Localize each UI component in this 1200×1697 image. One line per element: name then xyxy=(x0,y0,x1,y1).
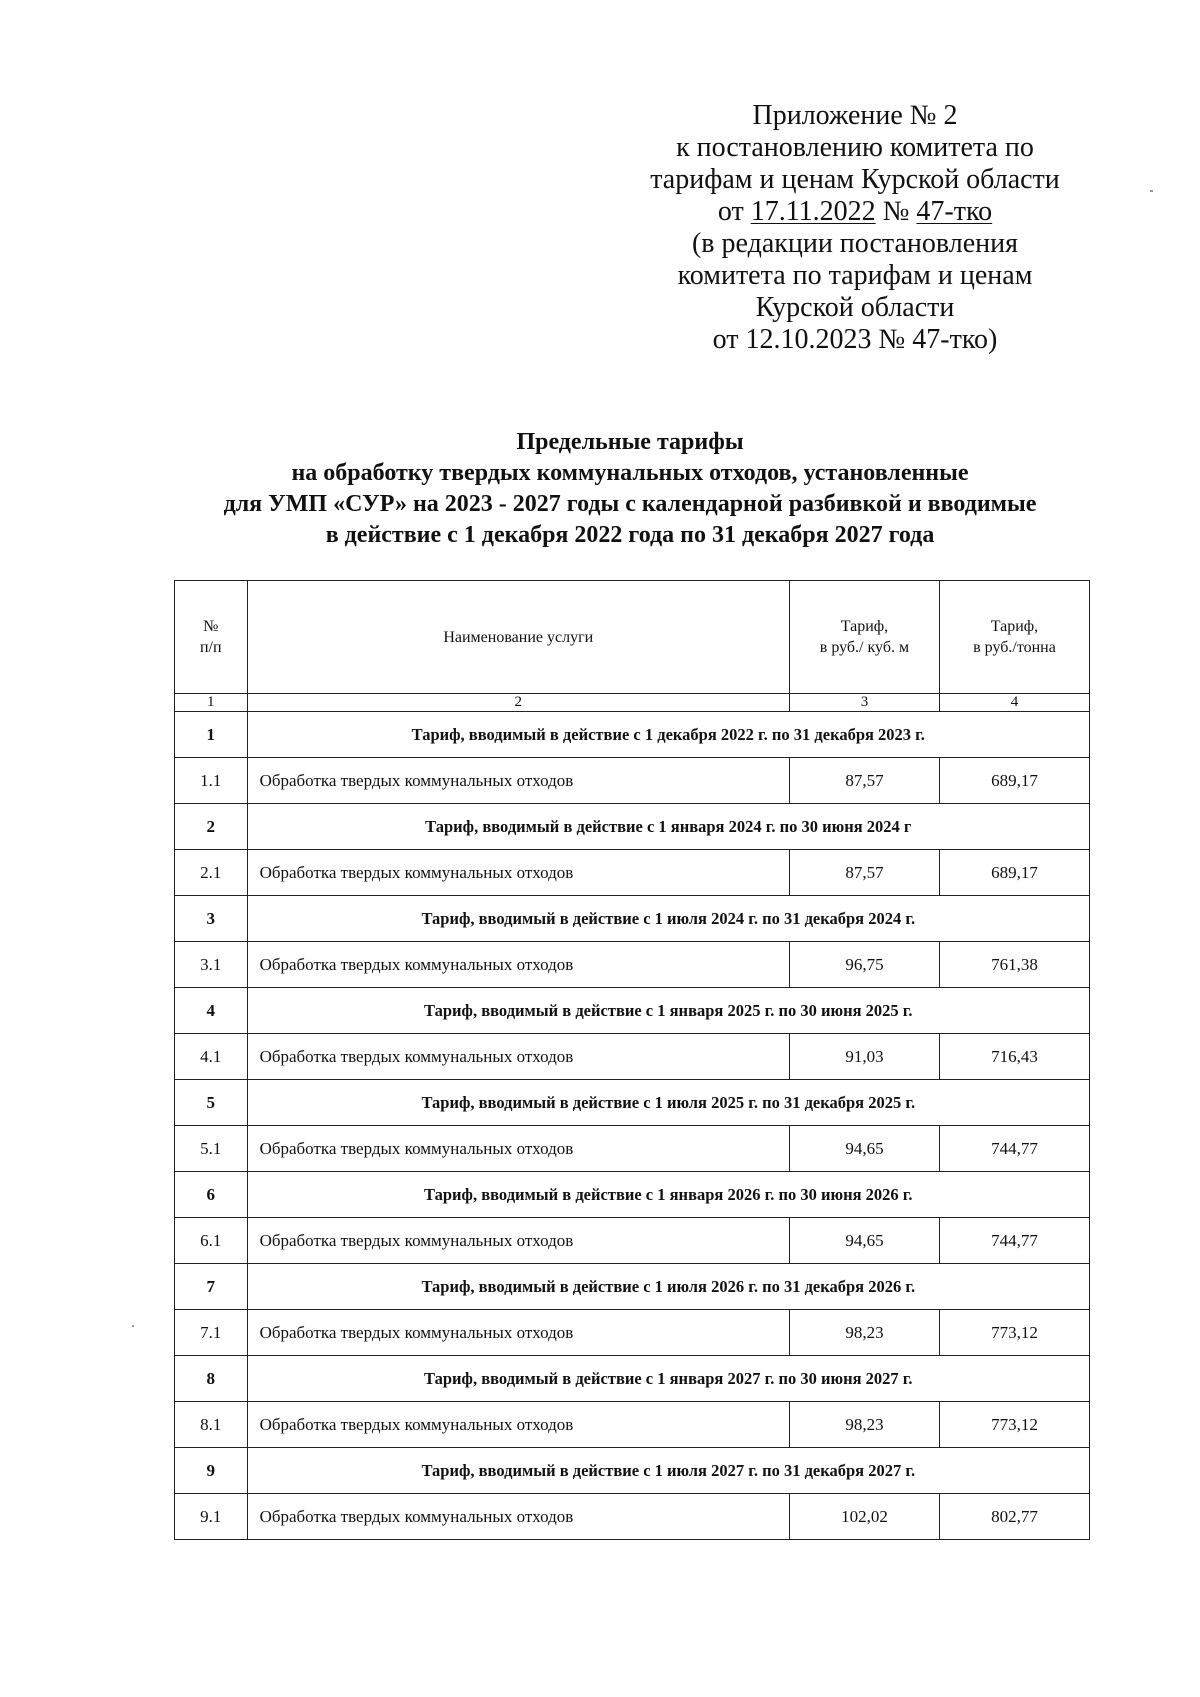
header-service: Наименование услуги xyxy=(247,581,789,694)
title-line: на обработку твердых коммунальных отходов, установленные xyxy=(291,460,969,486)
tariff-m3-value: 98,23 xyxy=(789,1402,939,1448)
resolution-number: 47-тко xyxy=(916,196,993,227)
scan-mark xyxy=(132,1325,134,1327)
appendix-line: к постановлению комитета по xyxy=(676,132,1034,163)
period-row xyxy=(175,1172,1090,1218)
tariff-t-value: 802,77 xyxy=(939,1494,1089,1540)
period-row xyxy=(175,1264,1090,1310)
appendix-line: Курской области xyxy=(755,292,955,323)
tariff-t-value: 689,17 xyxy=(939,850,1089,896)
period-text: Тариф, вводимый в действие с 1 июля 2026 г. по 31 декабря 2026 г. xyxy=(247,1264,1089,1310)
period-text: Тариф, вводимый в действие с 1 июля 2024 г. по 31 декабря 2024 г. xyxy=(247,896,1089,942)
tariff-table xyxy=(174,580,1090,1540)
tariff-m3-value: 102,02 xyxy=(789,1494,939,1540)
table-row xyxy=(175,942,1090,988)
document-title xyxy=(150,427,1110,551)
period-row xyxy=(175,712,1090,758)
section-number: 3 xyxy=(175,896,248,942)
period-text: Тариф, вводимый в действие с 1 января 2026 г. по 30 июня 2026 г. xyxy=(247,1172,1089,1218)
tariff-t-value: 716,43 xyxy=(939,1034,1089,1080)
row-number: 2.1 xyxy=(175,850,248,896)
section-number: 9 xyxy=(175,1448,248,1494)
period-text: Тариф, вводимый в действие с 1 января 2025 г. по 30 июня 2025 г. xyxy=(247,988,1089,1034)
period-text: Тариф, вводимый в действие с 1 января 2024 г. по 30 июня 2024 г xyxy=(247,804,1089,850)
tariff-t-value: 773,12 xyxy=(939,1310,1089,1356)
column-number: 2 xyxy=(247,694,789,712)
row-number: 8.1 xyxy=(175,1402,248,1448)
section-number: 1 xyxy=(175,712,248,758)
service-name: Обработка твердых коммунальных отходов xyxy=(247,942,789,988)
column-number: 1 xyxy=(175,694,248,712)
tariff-t-value: 744,77 xyxy=(939,1126,1089,1172)
service-name: Обработка твердых коммунальных отходов xyxy=(247,1126,789,1172)
appendix-title: Приложение № 2 xyxy=(752,100,958,131)
row-number: 4.1 xyxy=(175,1034,248,1080)
appendix-line: тарифам и ценам Курской области xyxy=(650,164,1060,195)
period-text: Тариф, вводимый в действие с 1 января 2027 г. по 30 июня 2027 г. xyxy=(247,1356,1089,1402)
header-num: № п/п xyxy=(175,581,248,694)
table-row xyxy=(175,850,1090,896)
period-text: Тариф, вводимый в действие с 1 июля 2025 г. по 31 декабря 2025 г. xyxy=(247,1080,1089,1126)
table-header-row xyxy=(175,581,1090,694)
header-tariff-m3: Тариф, в руб./ куб. м xyxy=(789,581,939,694)
appendix-line: (в редакции постановления xyxy=(691,228,1019,259)
scan-mark xyxy=(1150,190,1153,192)
table-row xyxy=(175,1310,1090,1356)
tariff-t-value: 744,77 xyxy=(939,1218,1089,1264)
appendix-line: от 12.10.2023 № 47-тко) xyxy=(712,324,998,355)
service-name: Обработка твердых коммунальных отходов xyxy=(247,1218,789,1264)
resolution-date: 17.11.2022 xyxy=(750,196,876,227)
service-name: Обработка твердых коммунальных отходов xyxy=(247,1034,789,1080)
service-name: Обработка твердых коммунальных отходов xyxy=(247,1402,789,1448)
tariff-m3-value: 94,65 xyxy=(789,1218,939,1264)
period-row xyxy=(175,1080,1090,1126)
section-number: 7 xyxy=(175,1264,248,1310)
row-number: 6.1 xyxy=(175,1218,248,1264)
number-prefix: № xyxy=(875,196,917,227)
table-row xyxy=(175,1126,1090,1172)
appendix-block xyxy=(620,100,1090,356)
tariff-t-value: 689,17 xyxy=(939,758,1089,804)
tariff-m3-value: 91,03 xyxy=(789,1034,939,1080)
row-number: 5.1 xyxy=(175,1126,248,1172)
tariff-m3-value: 96,75 xyxy=(789,942,939,988)
service-name: Обработка твердых коммунальных отходов xyxy=(247,1494,789,1540)
period-text: Тариф, вводимый в действие с 1 декабря 2022 г. по 31 декабря 2023 г. xyxy=(247,712,1089,758)
header-tariff-t: Тариф, в руб./тонна xyxy=(939,581,1089,694)
table-row xyxy=(175,1402,1090,1448)
period-row xyxy=(175,1356,1090,1402)
row-number: 7.1 xyxy=(175,1310,248,1356)
title-line: в действие с 1 декабря 2022 года по 31 декабря 2027 года xyxy=(325,522,935,548)
tariff-t-value: 773,12 xyxy=(939,1402,1089,1448)
title-line: для УМП «СУР» на 2023 - 2027 годы с календарной разбивкой и вводимые xyxy=(223,491,1037,517)
period-row xyxy=(175,896,1090,942)
tariff-m3-value: 94,65 xyxy=(789,1126,939,1172)
service-name: Обработка твердых коммунальных отходов xyxy=(247,850,789,896)
tariff-m3-value: 98,23 xyxy=(789,1310,939,1356)
tariff-m3-value: 87,57 xyxy=(789,758,939,804)
section-number: 6 xyxy=(175,1172,248,1218)
table-row xyxy=(175,1218,1090,1264)
period-row xyxy=(175,988,1090,1034)
table-row xyxy=(175,1494,1090,1540)
section-number: 5 xyxy=(175,1080,248,1126)
table-row xyxy=(175,758,1090,804)
title-line: Предельные тарифы xyxy=(516,429,744,455)
appendix-line: комитета по тарифам и ценам xyxy=(677,260,1033,291)
period-row xyxy=(175,804,1090,850)
tariff-m3-value: 87,57 xyxy=(789,850,939,896)
table-row xyxy=(175,1034,1090,1080)
column-number: 4 xyxy=(939,694,1089,712)
tariff-t-value: 761,38 xyxy=(939,942,1089,988)
row-number: 1.1 xyxy=(175,758,248,804)
period-row xyxy=(175,1448,1090,1494)
row-number: 3.1 xyxy=(175,942,248,988)
section-number: 8 xyxy=(175,1356,248,1402)
date-prefix: от xyxy=(717,196,751,227)
period-text: Тариф, вводимый в действие с 1 июля 2027 г. по 31 декабря 2027 г. xyxy=(247,1448,1089,1494)
service-name: Обработка твердых коммунальных отходов xyxy=(247,758,789,804)
service-name: Обработка твердых коммунальных отходов xyxy=(247,1310,789,1356)
column-number-row xyxy=(175,694,1090,712)
column-number: 3 xyxy=(789,694,939,712)
section-number: 4 xyxy=(175,988,248,1034)
section-number: 2 xyxy=(175,804,248,850)
row-number: 9.1 xyxy=(175,1494,248,1540)
appendix-date-line xyxy=(620,196,1090,228)
